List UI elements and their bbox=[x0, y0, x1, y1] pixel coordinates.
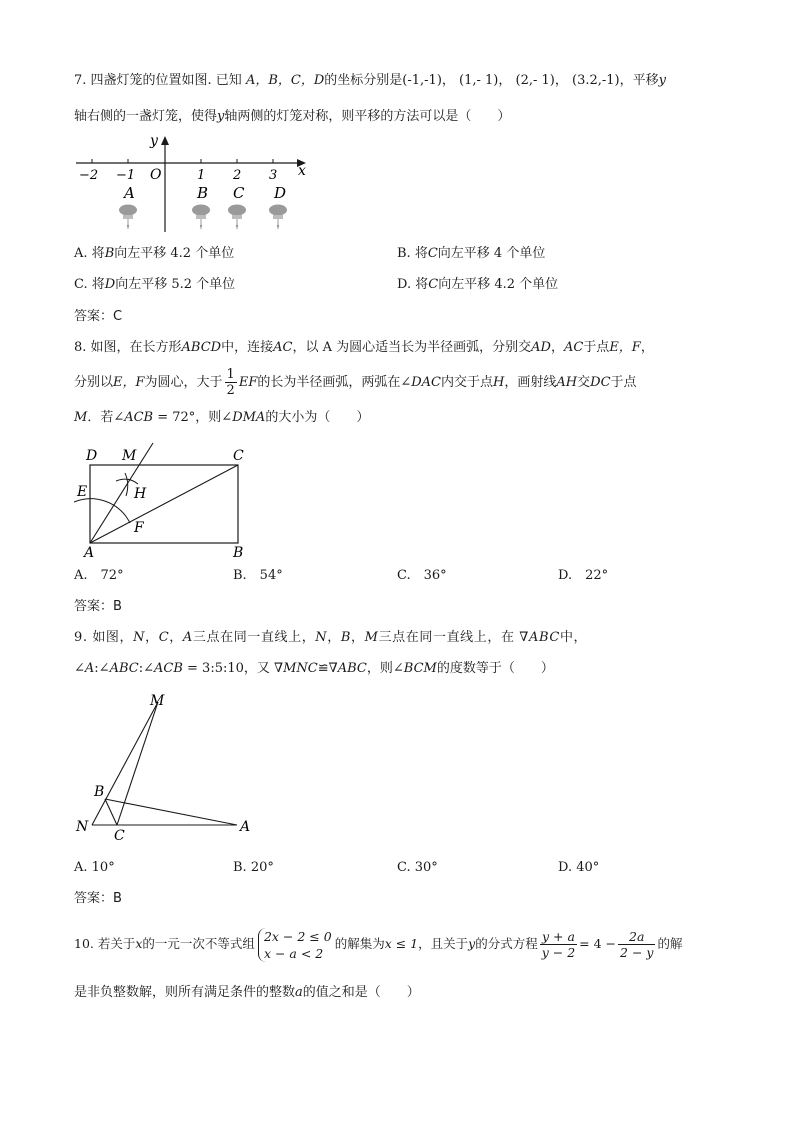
q8-line3: M．若∠ACB = 72°，则∠DMA的大小为（ ） bbox=[74, 410, 370, 425]
q8-answer: 答案：B bbox=[74, 599, 122, 614]
svg-text:F: F bbox=[134, 520, 144, 536]
lantern-icon bbox=[269, 205, 287, 230]
q9-option-c[interactable]: C. 30° bbox=[397, 860, 438, 875]
fraction-one-half: $\frac{1}{2}$ bbox=[226, 367, 235, 398]
q8-option-a[interactable]: A. 72° bbox=[74, 568, 124, 583]
svg-text:C: C bbox=[114, 828, 125, 844]
q7-line1: 7. 四盏灯笼的位置如图. 已知 A，B，C，D的坐标分别是(-1,-1)， (1,- 1)， (2,- 1)， (3.2,-1)，平移y bbox=[74, 73, 666, 88]
q8-line1: 8. 如图，在长方形ABCD中，连接AC，以 A 为圆心适当长为半径画弧，分别交AD，AC于点E，F， bbox=[74, 340, 654, 355]
svg-text:B: B bbox=[233, 545, 244, 561]
tick-label: −2 bbox=[79, 168, 99, 183]
q7-figure bbox=[70, 128, 320, 238]
svg-text:C: C bbox=[233, 448, 244, 464]
lantern-label: D bbox=[274, 184, 287, 202]
lantern-icon bbox=[119, 205, 137, 230]
q7-coord: (-1,-1) bbox=[402, 73, 442, 88]
svg-text:H: H bbox=[134, 486, 147, 502]
q7-coord: (1,- 1) bbox=[459, 73, 499, 88]
q9-option-d[interactable]: D. 40° bbox=[558, 860, 600, 875]
svg-text:M: M bbox=[122, 448, 137, 464]
q9-answer: 答案：B bbox=[74, 891, 122, 906]
tick-label: 3 bbox=[269, 168, 278, 183]
fraction: $\frac{y + a}{y - 2}$ bbox=[541, 929, 576, 960]
lantern-label: C bbox=[233, 184, 245, 202]
tick-label: −1 bbox=[116, 168, 136, 183]
svg-text:A: A bbox=[240, 819, 251, 835]
q7-coord: (3.2,-1) bbox=[572, 73, 620, 88]
q10-line1: 10. 若关于x的一元一次不等式组 2x − 2 ≤ 0 x − a < 2 的解集为x ≤ 1，且关于y的分式方程 $\frac{y + a}{y - 2}$ = 4 − $\frac{2a}{2 - y}$ 的解 bbox=[74, 928, 683, 961]
q8-option-d[interactable]: D. 22° bbox=[558, 568, 609, 583]
svg-text:N: N bbox=[76, 819, 89, 835]
q9-option-b[interactable]: B. 20° bbox=[233, 860, 274, 875]
q8-line2: 分别以E，F为圆心，大于 $\frac{1}{2}$ EF的长为半径画弧，两弧在∠DAC内交于点H，画射线AH交DC于点 bbox=[74, 367, 637, 398]
q8-figure bbox=[70, 440, 270, 565]
q8-option-b[interactable]: B. 54° bbox=[233, 568, 283, 583]
svg-text:B: B bbox=[94, 784, 105, 800]
q7-answer: 答案：C bbox=[74, 309, 123, 324]
lantern-icon bbox=[192, 205, 210, 230]
q9-line2: ∠A:∠ABC:∠ACB = 3:5:10，又 ∇MNC≌∇ABC，则∠BCM的度数等于（ ） bbox=[74, 661, 554, 676]
q9-figure bbox=[70, 688, 270, 848]
lantern-label: B bbox=[197, 184, 209, 202]
fraction: $\frac{2a}{2 - y}$ bbox=[620, 929, 654, 960]
inequality-system: 2x − 2 ≤ 0 x − a < 2 bbox=[258, 928, 332, 962]
origin-label: O bbox=[150, 167, 162, 183]
lantern-icon bbox=[228, 205, 246, 230]
q9-option-a[interactable]: A. 10° bbox=[74, 860, 115, 875]
tick-label: 2 bbox=[233, 168, 242, 183]
svg-text:A: A bbox=[84, 545, 95, 561]
tick-label: 1 bbox=[197, 168, 206, 183]
q7-line2: 轴右侧的一盏灯笼，使得y轴两侧的灯笼对称，则平移的方法可以是（ ） bbox=[74, 109, 511, 124]
lantern-label: A bbox=[124, 184, 135, 202]
q7-option-d[interactable]: D. 将C向左平移 4.2 个单位 bbox=[397, 277, 559, 292]
q7-coord: (2,- 1) bbox=[515, 73, 555, 88]
q9-line1: 9. 如图，N，C，A三点在同一直线上，N，B，M三点在同一直线上，在 ∇ABC中， bbox=[74, 630, 588, 645]
svg-text:E: E bbox=[77, 484, 88, 500]
q8-option-c[interactable]: C. 36° bbox=[397, 568, 447, 583]
q7-option-c[interactable]: C. 将D向左平移 5.2 个单位 bbox=[74, 277, 236, 292]
svg-text:M: M bbox=[150, 693, 165, 709]
y-axis-label: y bbox=[150, 133, 158, 149]
q7-option-a[interactable]: A. 将B向左平移 4.2 个单位 bbox=[74, 246, 235, 261]
x-axis-label: x bbox=[298, 163, 306, 179]
svg-text:D: D bbox=[86, 448, 98, 464]
q7-option-b[interactable]: B. 将C向左平移 4 个单位 bbox=[397, 246, 546, 261]
q10-line2: 是非负整数解，则所有满足条件的整数a的值之和是（ ） bbox=[74, 985, 420, 1000]
